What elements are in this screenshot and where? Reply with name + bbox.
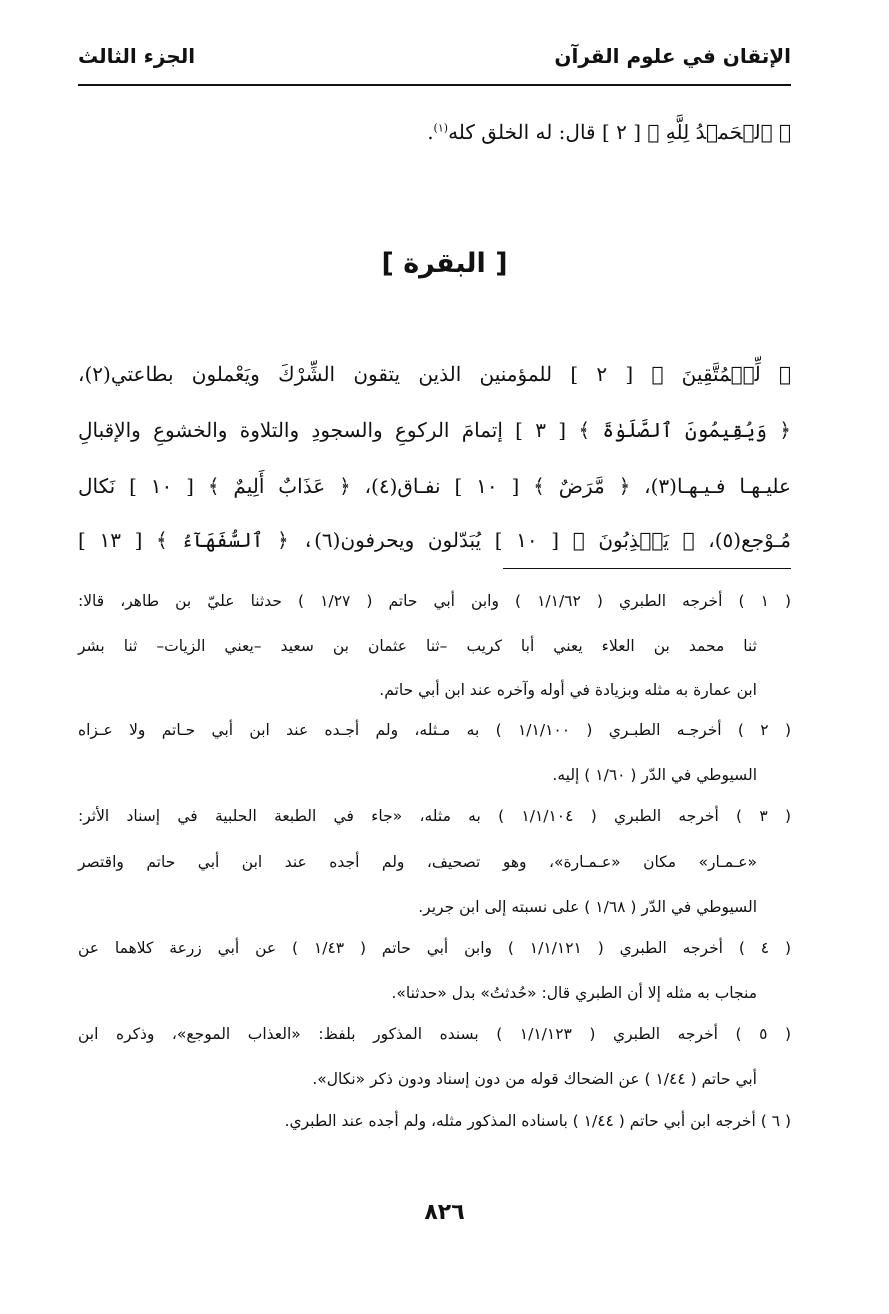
footnote-1-cont: ابن عمارة به مثله وبزيادة في أوله وآخره عند ابن أبي حاتم. bbox=[379, 681, 757, 699]
footnote-4: ( ٤ ) أخرجه الطبري ( ١/١/١٢١ ) وابن أبي حاتم ( ١/٤٣ ) عن أبي زرعة كلاهما عن bbox=[78, 939, 791, 957]
intro-text: [ ٢ ] قال: له الخلق كله bbox=[448, 120, 642, 144]
footnote-4-cont: منجاب به مثله إلا أن الطبري قال: «حُدثتُ» بدل «حدثنا». bbox=[391, 984, 757, 1002]
footnote-separator bbox=[503, 568, 791, 569]
footnote-6: ( ٦ ) أخرجه ابن أبي حاتم ( ١/٤٤ ) باسناده المذكور مثله، ولم أجده عند الطبري. bbox=[284, 1112, 791, 1130]
footnote-5-cont: أبي حاتم ( ١/٤٤ ) عن الضحاك قوله من دون إسناد ودون ذكر «نكال». bbox=[312, 1070, 757, 1088]
footnote-1-cont: ثنا محمد بن العلاء يعني أبا كريب –ثنا عثمان بن سعيد –يعني الزيات– ثنا بشر bbox=[78, 637, 757, 655]
footnote-3: ( ٣ ) أخرجه الطبري ( ١/١/١٠٤ ) به مثله، «جاء في الطبعة الحلبية في إسناد الأثر: bbox=[78, 807, 792, 825]
part-label: الجزء الثالث bbox=[78, 44, 196, 68]
footnote-3-cont: «عـمـار» مكان «عـمـارة»، وهو تصحيف، ولم أجده عند ابن أبي حاتم واقتصر bbox=[78, 853, 757, 871]
footnote-1: ( ١ ) أخرجه الطبري ( ١/١/٦٢ ) وابن أبي حاتم ( ١/٢٧ ) حدثنا عليّ بن طاهر، قالا: bbox=[78, 592, 791, 610]
footnote-2-cont: السيوطي في الدّر ( ١/٦٠ ) إليه. bbox=[552, 766, 757, 784]
main-line-1: ﴿ لِّلۡمُتَّقِينَ ﴾ [ ٢ ] للمؤمنين الذين يتقون الشِّرْكَ ويَعْملون بطاعتي(٢)، bbox=[78, 362, 791, 386]
quran-verse: ﴿ ٱلۡحَمۡدُ لِلَّهِ ﴾ bbox=[647, 120, 791, 144]
footnote-2: ( ٢ ) أخرجـه الطبـري ( ١/١/١٠٠ ) به مـثله، ولم أجـده عند ابن أبي حـاتم ولا عـزاه bbox=[78, 721, 791, 739]
book-title: الإتقان في علوم القرآن bbox=[554, 44, 791, 68]
intro-end: . bbox=[427, 120, 434, 144]
footnote-3-cont: السيوطي في الدّر ( ١/٦٨ ) على نسبته إلى ابن جرير. bbox=[418, 898, 757, 916]
page-header bbox=[78, 38, 791, 86]
main-line-4: مُـوْجع(٥)، ﴿ يَكۡذِبُونَ ﴾ [ ١٠ ] يُبَدّلون ويحرفون(٦)، ﴿ ٱلسُّفَهَآءُ ﴾ [ ١٣ ] bbox=[78, 528, 792, 552]
intro-line bbox=[78, 120, 791, 144]
main-line-3: عليـهـا فـيـهـا(٣)، ﴿ مَّرَضٌ ﴾ [ ١٠ ] نفـاق(٤)، ﴿ عَذَابٌ أَلِيمٌ ﴾ [ ١٠ ] نَكال bbox=[78, 474, 791, 498]
main-line-2: ﴿ وَيُقِيمُونَ ٱلصَّلَوٰةَ ﴾ [ ٣ ] إتمامَ الركوعِ والسجودِ والتلاوة والخشوعِ والإقبالِ bbox=[78, 418, 791, 442]
surah-title: [ البقرة ] bbox=[381, 248, 508, 279]
footnote-ref: (١) bbox=[433, 121, 449, 135]
footnote-5: ( ٥ ) أخرجه الطبري ( ١/١/١٢٣ ) بسنده المذكور بلفظ: «العذاب الموجع»، وذكره ابن bbox=[78, 1025, 791, 1043]
page-number: ٨٢٦ bbox=[424, 1200, 465, 1225]
